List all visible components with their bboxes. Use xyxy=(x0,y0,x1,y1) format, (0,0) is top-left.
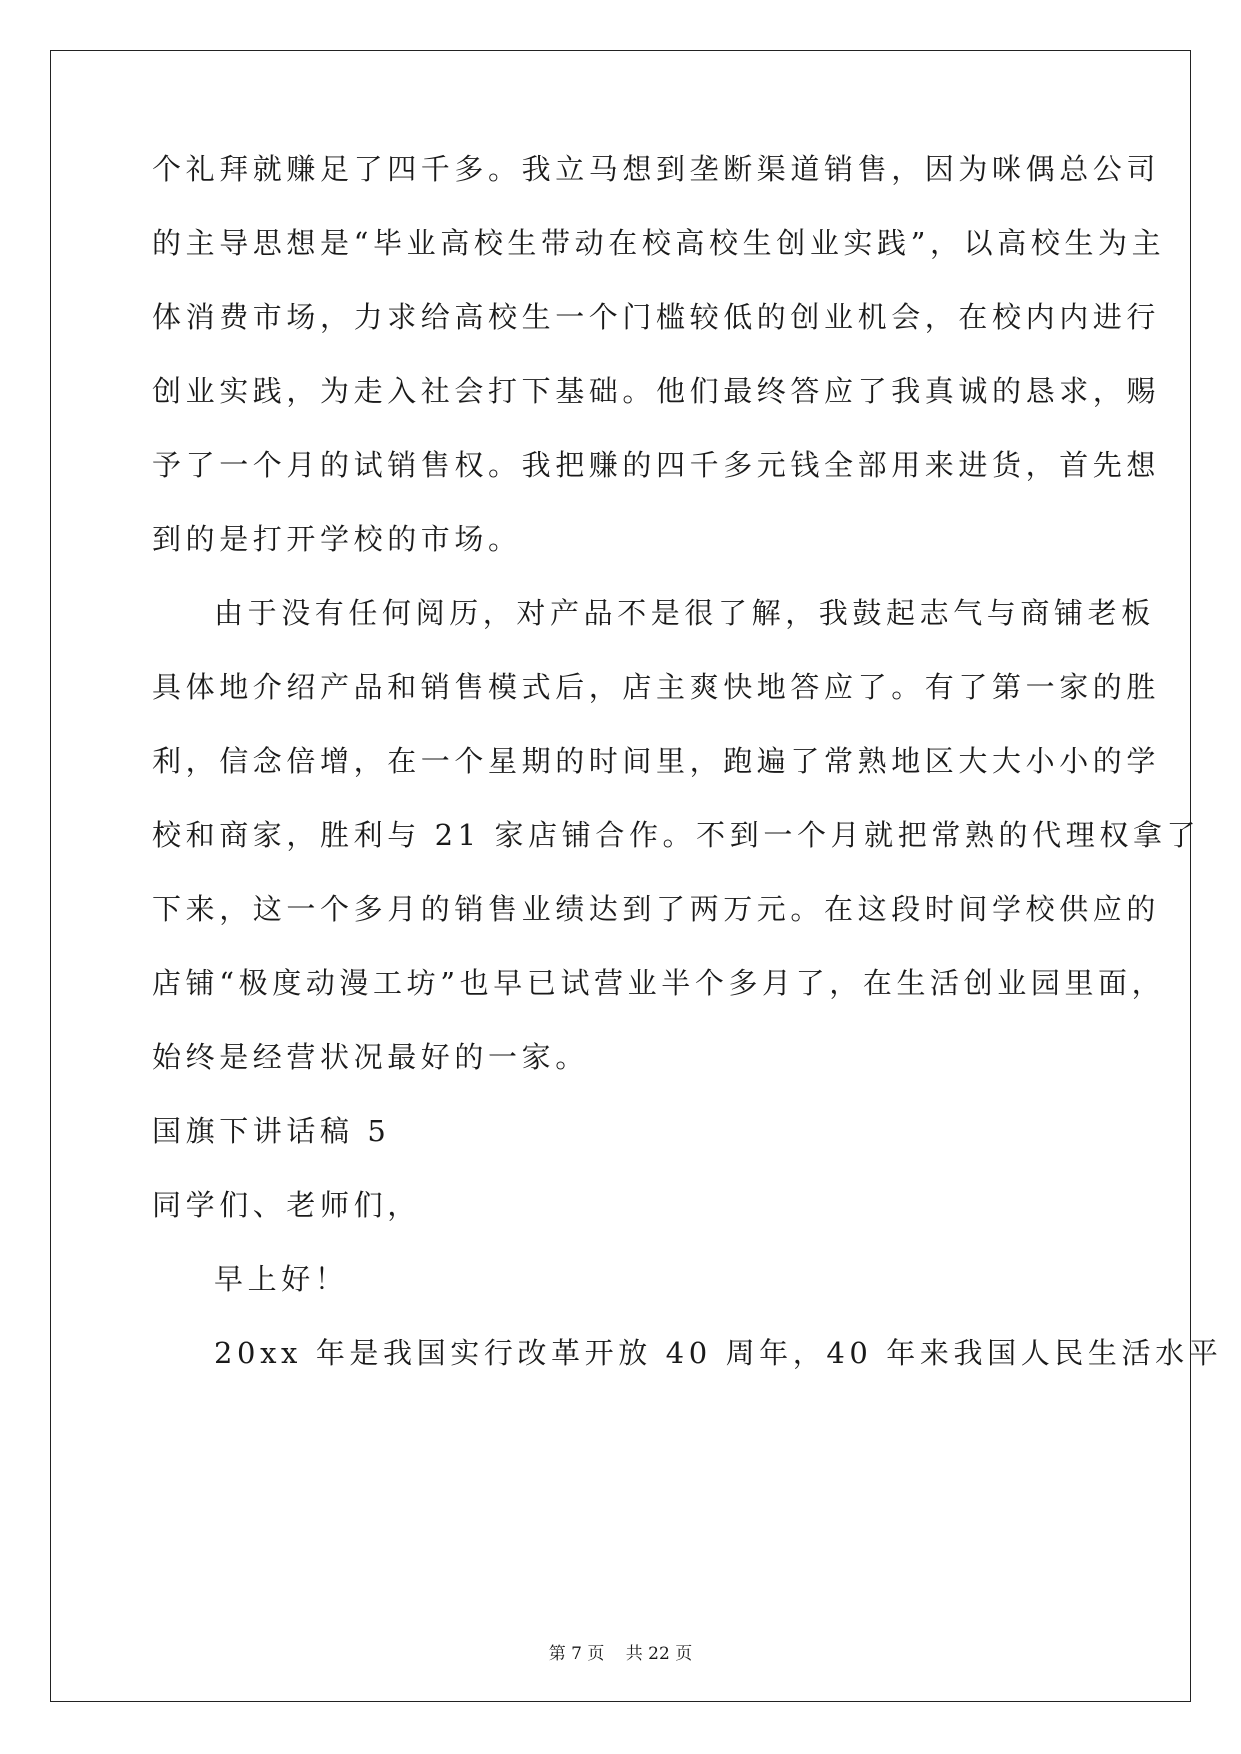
greeting: 同学们、老师们， xyxy=(152,1188,421,1222)
text-line: 由于没有任何阅历，对产品不是很了解，我鼓起志气与商铺老板 xyxy=(214,596,1155,630)
section-title: 国旗下讲话稿 5 xyxy=(152,1114,391,1148)
text-line: 的主导思想是“毕业高校生带动在校高校生创业实践”，以高校生为主 xyxy=(152,226,1166,260)
page-total: 共 22 页 xyxy=(625,1644,693,1664)
text-line: 到的是打开学校的市场。 xyxy=(152,522,522,556)
text-line: 具体地介绍产品和销售模式后，店主爽快地答应了。有了第一家的胜 xyxy=(152,670,1161,704)
page-number: 第 7 页 xyxy=(548,1644,605,1664)
text-line: 体消费市场，力求给高校生一个门槛较低的创业机会，在校内内进行 xyxy=(152,300,1161,334)
text-line: 校和商家，胜利与 21 家店铺合作。不到一个月就把常熟的代理权拿了 xyxy=(152,818,1201,852)
text-line: 店铺“极度动漫工坊”也早已试营业半个多月了，在生活创业园里面， xyxy=(152,966,1166,1000)
greeting: 早上好！ xyxy=(214,1262,349,1296)
text-line: 下来，这一个多月的销售业绩达到了两万元。在这段时间学校供应的 xyxy=(152,892,1161,926)
page-footer xyxy=(0,1644,1241,1664)
text-line: 予了一个月的试销售权。我把赚的四千多元钱全部用来进货，首先想 xyxy=(152,448,1161,482)
text-line: 利，信念倍增，在一个星期的时间里，跑遍了常熟地区大大小小的学 xyxy=(152,744,1161,778)
text-line: 20xx 年是我国实行改革开放 40 周年，40 年来我国人民生活水平 xyxy=(214,1336,1223,1370)
text-line: 始终是经营状况最好的一家。 xyxy=(152,1040,589,1074)
text-line: 个礼拜就赚足了四千多。我立马想到垄断渠道销售，因为咪偶总公司 xyxy=(152,152,1161,186)
text-line: 创业实践，为走入社会打下基础。他们最终答应了我真诚的恳求，赐 xyxy=(152,374,1161,408)
